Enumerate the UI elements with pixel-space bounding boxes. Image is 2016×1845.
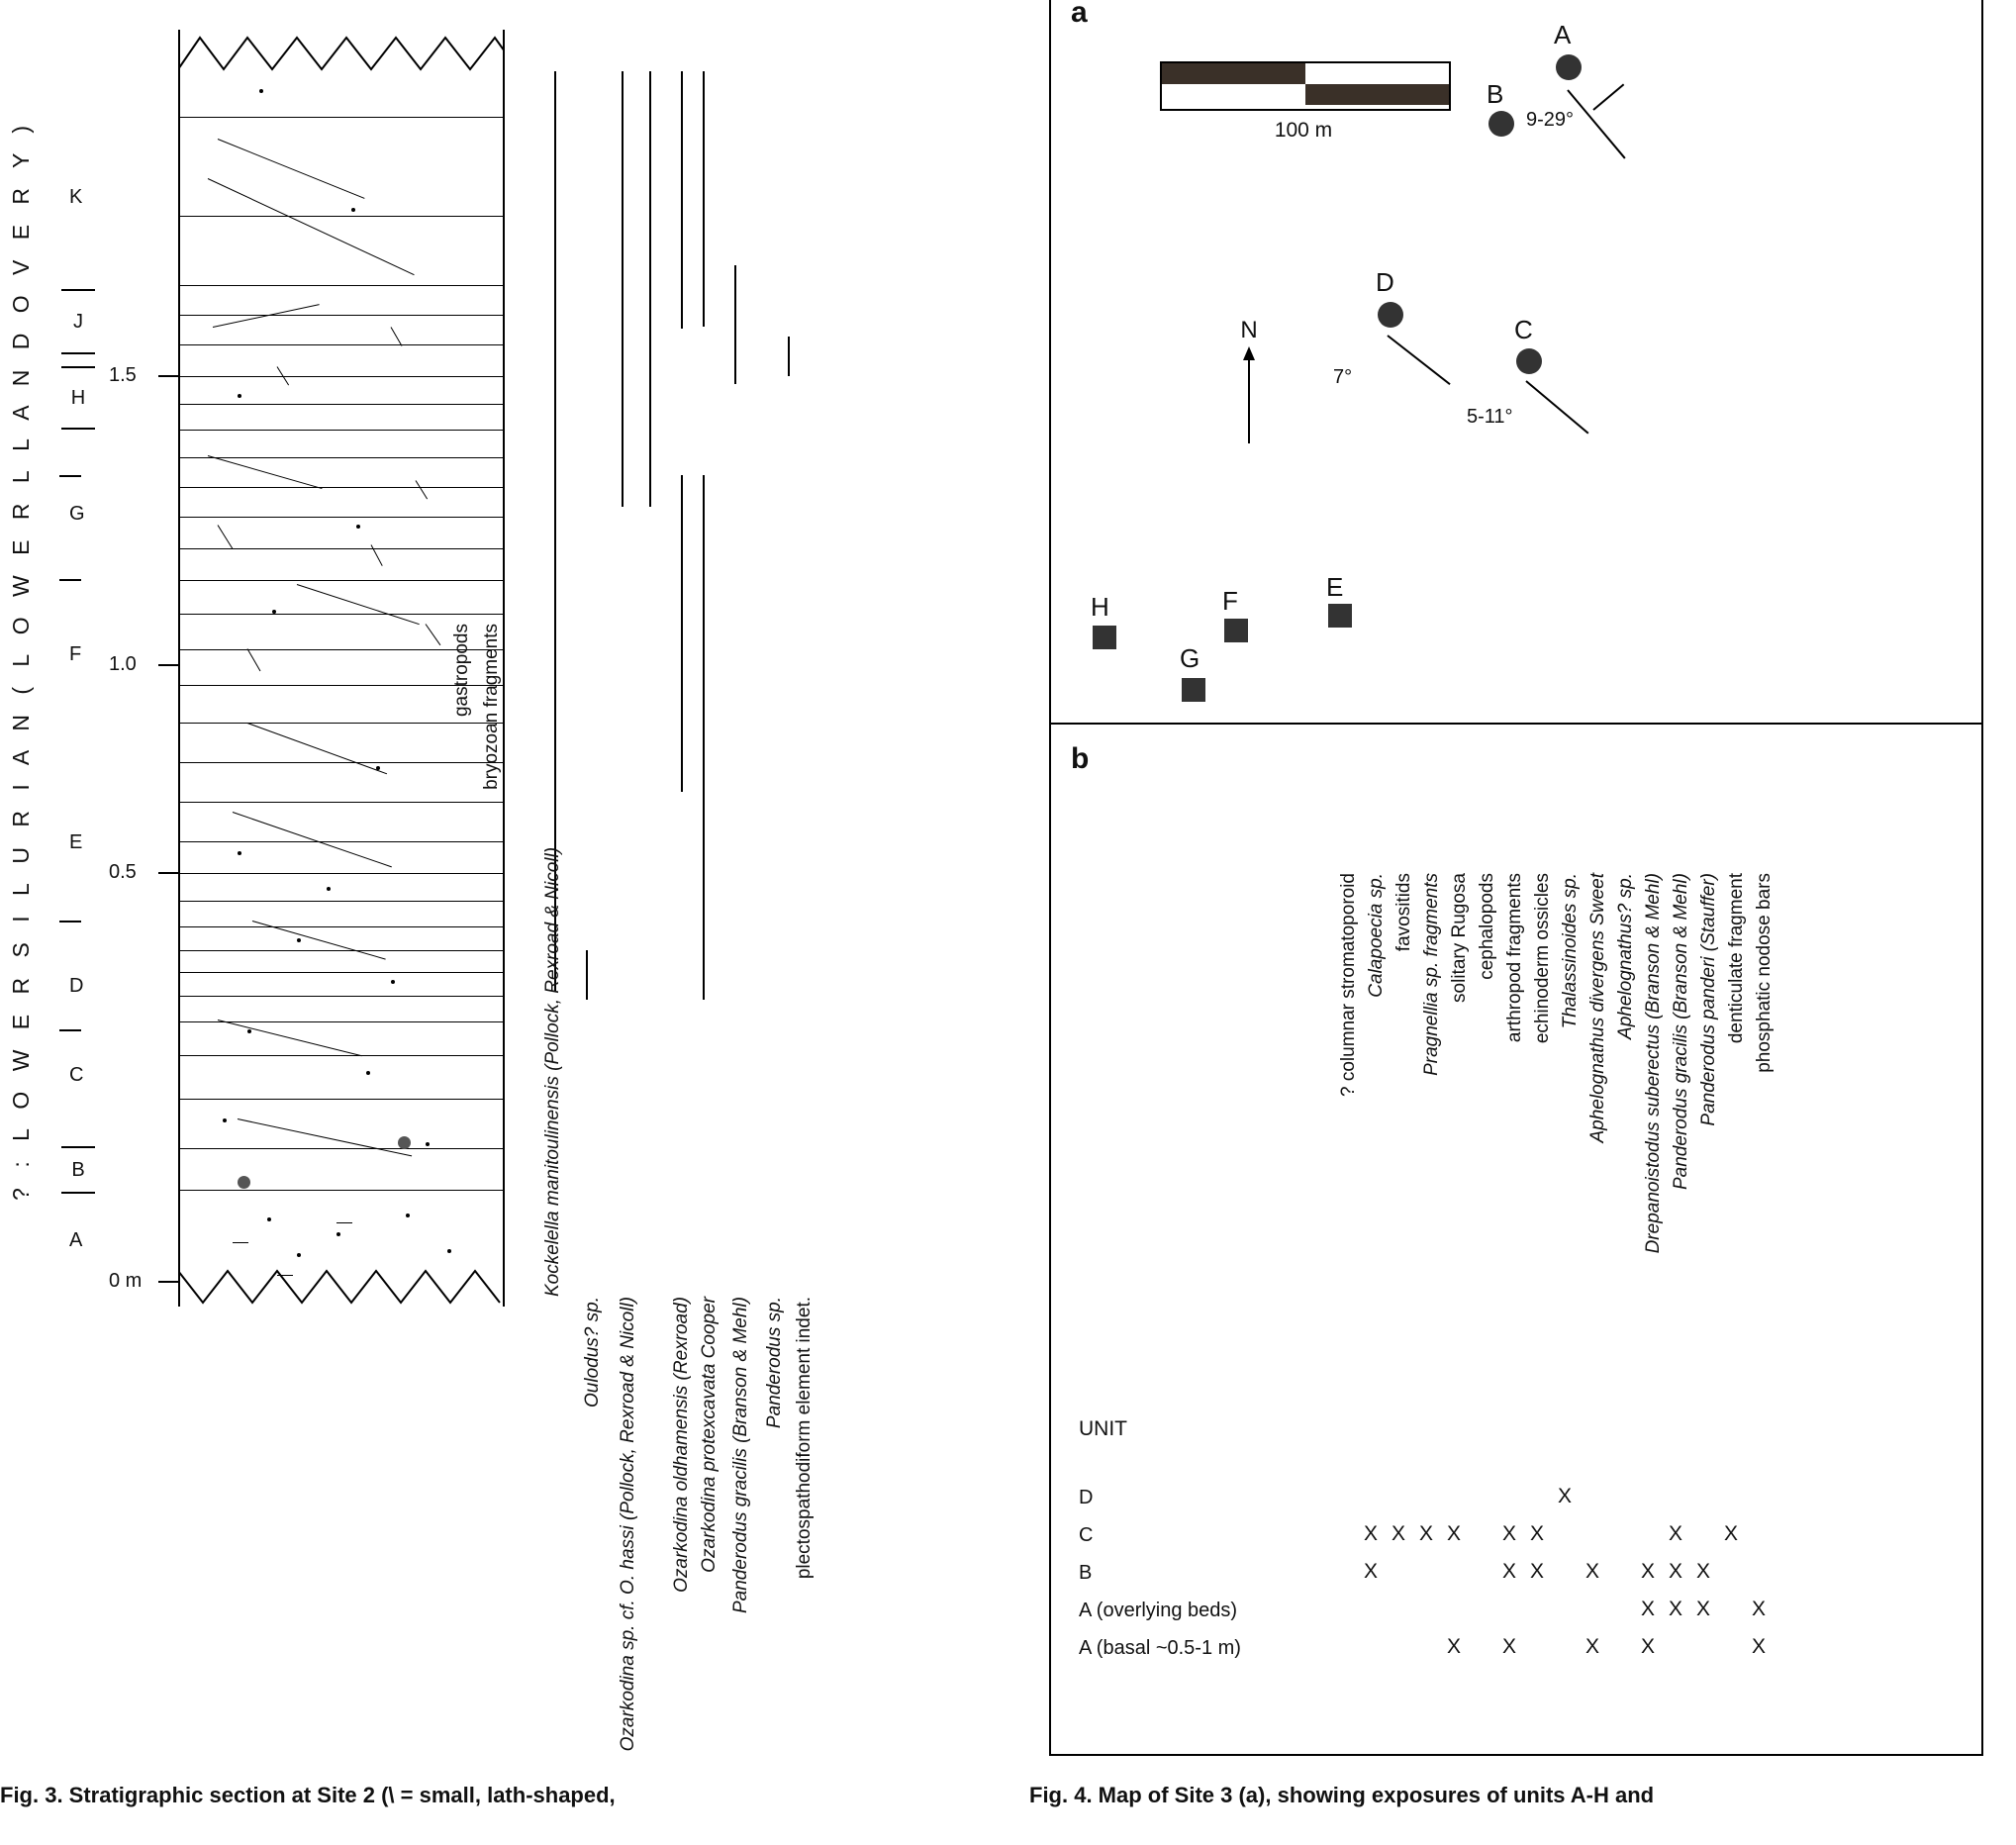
- site-marker-G[interactable]: [1182, 678, 1205, 702]
- strike-line-D: [1387, 335, 1450, 385]
- unit-box-B: [61, 1146, 95, 1194]
- site-marker-A[interactable]: [1556, 54, 1582, 80]
- table-mark: X: [1502, 1560, 1517, 1583]
- range-bar-7: [703, 71, 705, 327]
- nodule: [398, 1136, 411, 1149]
- dip-label-D: 7°: [1333, 366, 1353, 388]
- table-col-6: arthropod fragments: [1504, 873, 1525, 1043]
- table-mark: X: [1364, 1522, 1379, 1545]
- north-label: N: [1240, 317, 1258, 343]
- table-mark: X: [1585, 1560, 1600, 1583]
- table-col-3: Pragnellia sp. fragments: [1421, 873, 1442, 1076]
- table-mark: X: [1696, 1598, 1711, 1620]
- site-label-C: C: [1514, 315, 1533, 344]
- site-label-B: B: [1487, 79, 1504, 109]
- table-mark: X: [1641, 1635, 1656, 1658]
- table-mark: X: [1447, 1635, 1462, 1658]
- scale-label-05: 0.5: [109, 861, 137, 883]
- figure-4-caption: Fig. 4. Map of Site 3 (a), showing exposures of units A-H and: [1029, 1783, 1655, 1807]
- taxon-label-1: Oulodus? sp.: [582, 1297, 603, 1408]
- table-mark: X: [1641, 1598, 1656, 1620]
- table-mark: X: [1530, 1560, 1545, 1583]
- table-mark: X: [1752, 1635, 1767, 1658]
- site-label-D: D: [1376, 267, 1394, 297]
- symbol-label-gastropods: gastropods: [451, 624, 472, 718]
- table-row-label-A-overlying: A (overlying beds): [1079, 1600, 1238, 1621]
- unit-label-E: E: [69, 831, 83, 853]
- table-mark: X: [1669, 1522, 1683, 1545]
- dip-label-C: 5-11°: [1467, 406, 1513, 428]
- table-mark: X: [1447, 1522, 1462, 1545]
- range-bar-3: [622, 71, 624, 507]
- taxon-label-7: plectospathodiform element indet.: [794, 1297, 815, 1580]
- table-mark: X: [1419, 1522, 1434, 1545]
- scale-tick-0: [158, 1281, 178, 1283]
- figure-3: ? : L O W E R S I L U R I A N ( L O W E R L L A N D O V E R Y ) A B C D E F G H J K 0 m 0.5 1.0 1.5 gastropods bryozoan fragments Kockelella manitoulinensis (Pollock, Rexroad & Nicoll) Oulodus? sp. Ozarkodina sp. cf. O. hassi (Pollock, Rexroad & Nicoll) Ozarkodina oldhamensis (Rexroad) Ozarkodina protexcavata Cooper Panderodus gracilis (Branson & Mehl) Panderodus sp. plectospathodiform element indet. Fig. 3. Stratigraphic section at Site 2 (\ = small, lath-shaped,: [0, 0, 990, 1845]
- unit-label-D: D: [69, 975, 84, 997]
- unit-label-A: A: [69, 1229, 83, 1251]
- site-label-G: G: [1180, 643, 1200, 673]
- taxon-label-6: Panderodus sp.: [764, 1297, 785, 1429]
- unit-label-K: K: [69, 186, 83, 208]
- north-arrow-icon: [1239, 344, 1259, 443]
- strike-line-C: [1525, 380, 1588, 434]
- unit-label-G: G: [69, 503, 85, 525]
- taxon-label-3: Ozarkodina oldhamensis (Rexroad): [671, 1297, 692, 1593]
- unit-label-F: F: [69, 643, 82, 665]
- taxon-label-5: Panderodus gracilis (Branson & Mehl): [730, 1297, 751, 1613]
- table-mark: X: [1696, 1560, 1711, 1583]
- scale-label-15: 1.5: [109, 364, 137, 386]
- figure4-panel-b: [1049, 723, 1983, 1756]
- unit-box-J: [61, 289, 95, 354]
- table-mark: X: [1392, 1522, 1406, 1545]
- range-bar-4: [649, 71, 651, 507]
- scale-tick-05: [158, 872, 178, 874]
- unit-tick-3: [59, 579, 81, 581]
- panel-a-label: a: [1071, 0, 1088, 29]
- taxon-label-4: Ozarkodina protexcavata Cooper: [699, 1297, 720, 1573]
- unit-tick-4: [59, 475, 81, 477]
- site-marker-C[interactable]: [1516, 348, 1542, 374]
- table-mark: X: [1502, 1522, 1517, 1545]
- dip-label-A: 9-29°: [1526, 109, 1575, 131]
- site-marker-D[interactable]: [1378, 302, 1403, 328]
- column-bottom-zigzag: [178, 1269, 505, 1309]
- site-marker-H[interactable]: [1093, 626, 1116, 649]
- table-col-12: Panderodus gracilis (Branson & Mehl): [1671, 873, 1691, 1190]
- table-mark: X: [1364, 1560, 1379, 1583]
- table-col-8: Thalassinoides sp.: [1560, 873, 1581, 1029]
- panel-b-label: b: [1071, 742, 1090, 775]
- column-top-zigzag: [178, 30, 505, 71]
- site-marker-F[interactable]: [1224, 619, 1248, 642]
- table-mark: X: [1669, 1560, 1683, 1583]
- unit-label-H: H: [70, 387, 86, 409]
- dip-tick-A: [1592, 84, 1624, 111]
- table-col-9: Aphelognathus divergens Sweet: [1587, 873, 1608, 1143]
- scale-tick-15: [158, 375, 178, 377]
- table-row-label-B: B: [1079, 1562, 1093, 1584]
- unit-box-H: [61, 366, 95, 430]
- table-mark: X: [1502, 1635, 1517, 1658]
- north-arrow: [1239, 317, 1259, 443]
- figure4-panel-a: [1049, 0, 1983, 725]
- table-unit-header: UNIT: [1079, 1417, 1127, 1440]
- fig3-vertical-title: ? : L O W E R S I L U R I A N ( L O W E R L L A N D O V E R Y ): [8, 119, 34, 1201]
- table-mark: X: [1641, 1560, 1656, 1583]
- site-label-H: H: [1091, 592, 1109, 622]
- nodule: [238, 1176, 250, 1189]
- table-mark: X: [1558, 1485, 1573, 1507]
- table-col-13: Panderodus panderi (Stauffer): [1698, 873, 1719, 1126]
- table-col-7: echinoderm ossicles: [1532, 873, 1553, 1044]
- table-col-15: phosphatic nodose bars: [1754, 873, 1775, 1073]
- range-bar-9: [734, 265, 736, 384]
- figure-4: [1019, 0, 2016, 1845]
- unit-tick-2: [59, 921, 81, 922]
- range-bar-8: [703, 475, 705, 1000]
- scale-tick-10: [158, 664, 178, 666]
- table-mark: X: [1724, 1522, 1739, 1545]
- site-label-E: E: [1326, 572, 1344, 602]
- unit-tick-1: [59, 1029, 81, 1031]
- unit-label-B: B: [71, 1159, 85, 1181]
- table-col-14: denticulate fragment: [1726, 873, 1747, 1044]
- scale-label-0: 0 m: [109, 1270, 143, 1292]
- scale-label-10: 1.0: [109, 653, 137, 675]
- table-col-2: favositids: [1393, 873, 1414, 952]
- range-bar-6: [681, 475, 683, 792]
- range-bar-2: [586, 950, 588, 1000]
- table-col-10: Aphelognathus? sp.: [1615, 873, 1636, 1039]
- table-col-4: solitary Rugosa: [1449, 873, 1470, 1003]
- table-col-1: Calapoecia sp.: [1366, 873, 1387, 998]
- site-label-A: A: [1554, 20, 1572, 49]
- scale-bar: [1160, 61, 1451, 111]
- taxon-label-2: Ozarkodina sp. cf. O. hassi (Pollock, Rexroad & Nicoll): [618, 1297, 638, 1752]
- figure-3-caption: Fig. 3. Stratigraphic section at Site 2 (\ = small, lath-shaped,: [0, 1783, 616, 1807]
- scale-bar-label: 100 m: [1274, 119, 1333, 142]
- table-row-label-C: C: [1079, 1524, 1094, 1546]
- table-row-label-A-basal: A (basal ~0.5-1 m): [1079, 1637, 1241, 1659]
- unit-label-J: J: [73, 311, 83, 333]
- table-mark: X: [1530, 1522, 1545, 1545]
- table-col-0: ? columnar stromatoporoid: [1338, 873, 1359, 1097]
- site-marker-B[interactable]: [1488, 111, 1514, 137]
- site-label-F: F: [1222, 586, 1238, 616]
- table-mark: X: [1752, 1598, 1767, 1620]
- table-col-5: cephalopods: [1477, 873, 1497, 980]
- range-bar-5: [681, 71, 683, 329]
- range-bar-10: [788, 337, 790, 376]
- strike-line-A: [1567, 89, 1625, 158]
- range-bars: [554, 30, 851, 1307]
- table-col-11: Drepanoistodus suberectus (Branson & Mehl): [1643, 873, 1664, 1254]
- symbol-label-bryozoan: bryozoan fragments: [481, 624, 502, 790]
- unit-label-C: C: [69, 1064, 84, 1086]
- table-mark: X: [1669, 1598, 1683, 1620]
- table-row-label-D: D: [1079, 1487, 1094, 1508]
- table-mark: X: [1585, 1635, 1600, 1658]
- site-marker-E[interactable]: [1328, 604, 1352, 628]
